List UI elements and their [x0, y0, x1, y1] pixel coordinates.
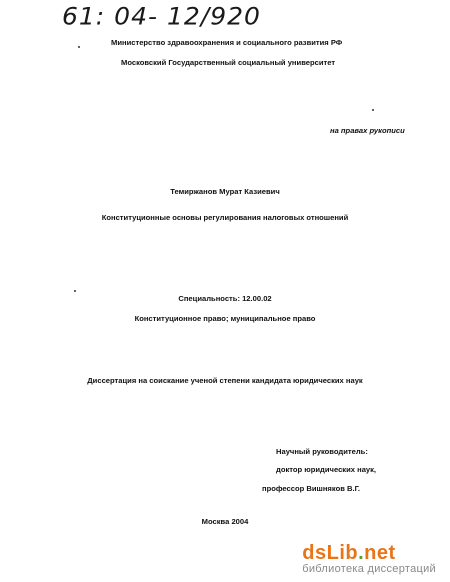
- supervisor-degree: доктор юридических наук,: [276, 465, 377, 474]
- dslib-logo-main: dsLib: [302, 542, 359, 564]
- dslib-watermark: [302, 543, 436, 576]
- specialty-name: Конституционное право; муниципальное право: [134, 314, 316, 323]
- handwritten-catalog-number: 61: 04- 12/920: [62, 2, 261, 31]
- scan-speck: [78, 46, 80, 48]
- dslib-logo-tld: net: [364, 542, 396, 564]
- dslib-subtitle: библиотека диссертаций: [302, 563, 436, 575]
- supervisor-name: профессор Вишняков В.Г.: [262, 484, 361, 493]
- dissertation-title: Конституционные основы регулирования налоговых отношений: [101, 213, 349, 222]
- supervisor-label: Научный руководитель:: [276, 447, 368, 456]
- scan-speck: [74, 290, 76, 292]
- author-name: Темиржанов Мурат Казиевич: [170, 187, 280, 196]
- university-line: Московский Государственный социальный университет: [121, 58, 336, 67]
- manuscript-note: на правах рукописи: [330, 126, 405, 135]
- ministry-line: Министерство здравоохранения и социального развития РФ: [111, 38, 343, 47]
- degree-line: Диссертация на соискание ученой степени кандидата юридических наук: [87, 376, 363, 385]
- dslib-logo-dot: .: [358, 542, 365, 564]
- specialty-code: Специальность: 12.00.02: [178, 294, 272, 303]
- scan-speck: [372, 109, 374, 111]
- city-year: Москва 2004: [201, 517, 249, 526]
- dslib-logo: [302, 543, 436, 563]
